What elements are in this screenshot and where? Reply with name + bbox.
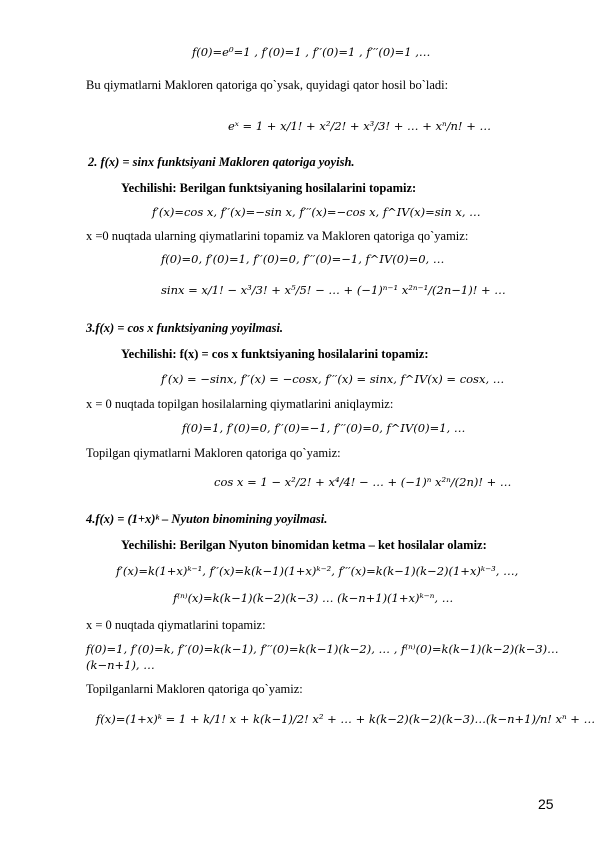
equation-sin-derivatives: f′(x)=cos x, f′′(x)=−sin x, f′′′(x)=−cos x, f^IV(x)=sin x, … bbox=[152, 205, 481, 219]
section-heading: 3.f(x) = cos x funktsiyaning yoyilmasi. bbox=[86, 321, 284, 335]
equation-binom-values: f(0)=1, f′(0)=k, f′′(0)=k(k−1), f′′′(0)=k(k−1)(k−2), … , f⁽ⁿ⁾(0)=k(k−1)(k−2)(k−3)… bbox=[86, 642, 559, 656]
section-heading: 2. f(x) = sinx funktsiyani Makloren qatoriga yoyish. bbox=[88, 155, 355, 169]
solution-line: Yechilishi: Berilgan funktsiyaning hosilalarini topamiz: bbox=[121, 181, 417, 195]
equation-cos-series: cos x = 1 − x²/2! + x⁴/4! − … + (−1)ⁿ x²ⁿ/(2n)! + … bbox=[214, 475, 512, 489]
paragraph-text: x = 0 nuqtada topilgan hosilalarning qiymatlarini aniqlaymiz: bbox=[86, 397, 394, 411]
equation-cos-derivatives: f′(x) = −sinx, f′′(x) = −cosx, f′′′(x) = sinx, f^IV(x) = cosx, … bbox=[161, 372, 505, 386]
equation-sin-values: f(0)=0, f′(0)=1, f′′(0)=0, f′′′(0)=−1, f^IV(0)=0, … bbox=[161, 252, 445, 266]
paragraph-text: Topilgan qiymatlarni Makloren qatoriga qo`yamiz: bbox=[86, 446, 341, 460]
solution-line: Yechilishi: f(x) = cos x funktsiyaning hosilalarini topamiz: bbox=[121, 347, 429, 361]
equation-exp-derivatives: f(0)=e⁰=1 , f′(0)=1 , f′′(0)=1 , f′′′(0)=1 ,… bbox=[192, 45, 431, 59]
equation-binom-values-cont: (k−n+1), … bbox=[86, 658, 155, 672]
equation-cos-values: f(0)=1, f′(0)=0, f′′(0)=−1, f′′′(0)=0, f^IV(0)=1, … bbox=[182, 421, 466, 435]
equation-binom-series: f(x)=(1+x)ᵏ = 1 + k/1! x + k(k−1)/2! x² + … + k(k−2)(k−2)(k−3)…(k−n+1)/n! xⁿ + … bbox=[96, 712, 595, 726]
section-heading: 4.f(x) = (1+x)ᵏ – Nyuton binomining yoyilmasi. bbox=[86, 512, 328, 526]
paragraph-text: x =0 nuqtada ularning qiymatlarini topamiz va Makloren qatoriga qo`yamiz: bbox=[86, 229, 469, 243]
paragraph-text: Bu qiymatlarni Makloren qatoriga qo`ysak, quyidagi qator hosil bo`ladi: bbox=[86, 78, 449, 92]
equation-sin-series: sinx = x/1! − x³/3! + x⁵/5! − … + (−1)ⁿ⁻¹ x²ⁿ⁻¹/(2n−1)! + … bbox=[161, 283, 506, 297]
paragraph-text: x = 0 nuqtada qiymatlarini topamiz: bbox=[86, 618, 266, 632]
equation-binom-nth-derivative: f⁽ⁿ⁾(x)=k(k−1)(k−2)(k−3) … (k−n+1)(1+x)ᵏ⁻ⁿ, … bbox=[173, 591, 454, 605]
paragraph-text: Topilganlarni Makloren qatoriga qo`yamiz: bbox=[86, 682, 303, 696]
page-number: 25 bbox=[538, 796, 554, 812]
equation-exp-series: eˣ = 1 + x/1! + x²/2! + x³/3! + … + xⁿ/n! + … bbox=[228, 119, 491, 133]
solution-line: Yechilishi: Berilgan Nyuton binomidan ketma – ket hosilalar olamiz: bbox=[121, 538, 487, 552]
equation-binom-derivatives: f′(x)=k(1+x)ᵏ⁻¹, f′′(x)=k(k−1)(1+x)ᵏ⁻², f′′′(x)=k(k−1)(k−2)(1+x)ᵏ⁻³, …, bbox=[116, 564, 519, 578]
